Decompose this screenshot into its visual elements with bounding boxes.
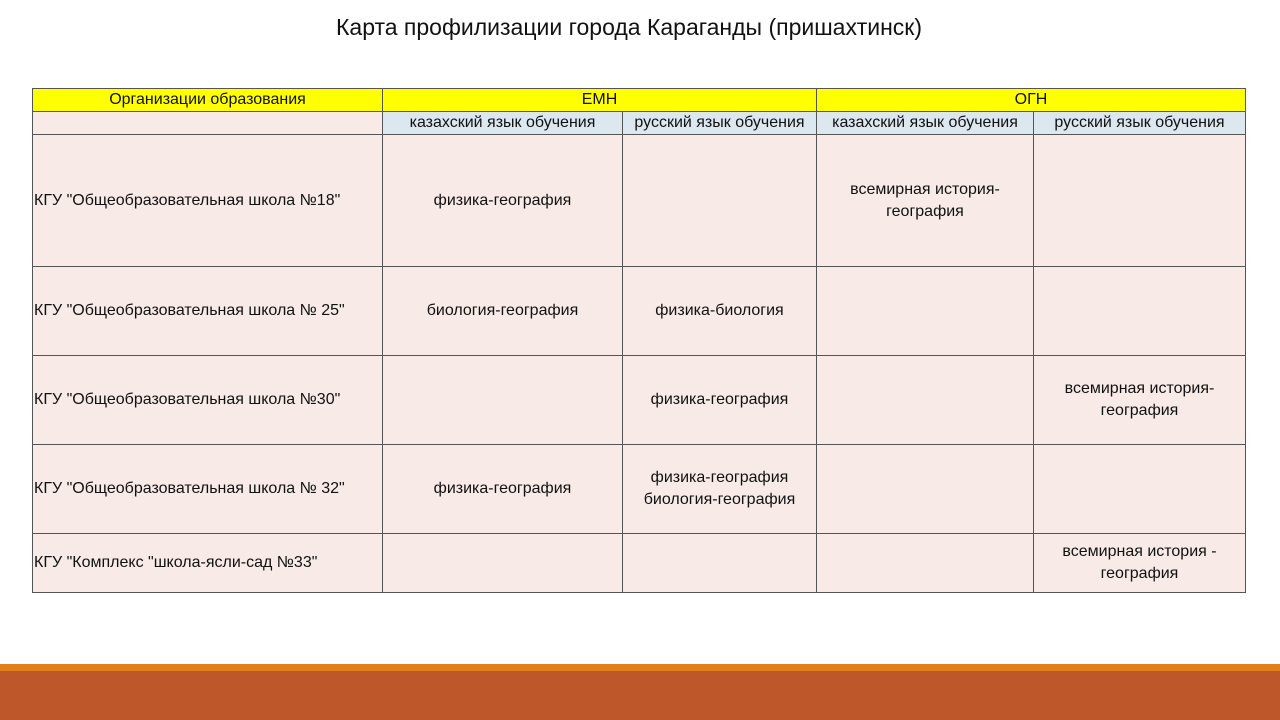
header-emn-kazakh: казахский язык обучения xyxy=(383,112,623,135)
profile-text: география xyxy=(886,202,964,220)
emn-russian-cell xyxy=(623,135,817,267)
emn-russian-cell xyxy=(623,534,817,593)
table-row xyxy=(33,445,1246,534)
profile-text: всемирная история - xyxy=(1062,543,1217,560)
header-blank-cell xyxy=(33,112,383,135)
emn-kazakh-cell xyxy=(383,135,623,267)
profile-text: физика-география xyxy=(650,391,789,408)
table-row xyxy=(33,135,1246,267)
ogn-russian-cell xyxy=(1034,356,1246,445)
profile-text: всемирная история- xyxy=(1064,380,1215,397)
emn-russian-cell xyxy=(623,356,817,445)
ogn-kazakh-cell xyxy=(817,445,1034,534)
ogn-russian-cell xyxy=(1034,135,1246,267)
profile-text: физика-биология xyxy=(655,302,784,319)
table-row xyxy=(33,534,1246,593)
ogn-kazakh-cell xyxy=(817,534,1034,593)
profile-text: география xyxy=(1100,565,1179,582)
header-row-main xyxy=(33,89,1246,112)
header-emn-russian: русский язык обучения xyxy=(623,112,817,135)
footer-accent-stripe xyxy=(0,664,1280,671)
header-ogn-kazakh: казахский язык обучения xyxy=(817,112,1034,135)
table-row xyxy=(33,356,1246,445)
school-name: КГУ "Общеобразовательная школа № 32" xyxy=(33,445,383,534)
emn-kazakh-cell xyxy=(383,267,623,356)
profile-text: география xyxy=(1100,402,1179,419)
emn-russian-cell xyxy=(623,267,817,356)
emn-kazakh-cell xyxy=(383,356,623,445)
ogn-russian-cell xyxy=(1034,534,1246,593)
ogn-russian-cell xyxy=(1034,267,1246,356)
ogn-russian-cell xyxy=(1034,445,1246,534)
profile-text: всемирная история- xyxy=(850,180,1000,198)
school-name: КГУ "Общеобразовательная школа №30" xyxy=(33,356,383,445)
header-ogn: ОГН xyxy=(817,89,1246,112)
header-organizations: Организации образования xyxy=(33,89,383,112)
school-name: КГУ "Комплекс "школа-ясли-сад №33" xyxy=(33,534,383,593)
profiling-table xyxy=(32,88,1246,593)
school-name: КГУ "Общеобразовательная школа №18" xyxy=(33,135,383,267)
ogn-kazakh-cell xyxy=(817,267,1034,356)
profile-text: биология-география xyxy=(426,302,579,319)
emn-kazakh-cell xyxy=(383,534,623,593)
profile-text: физика-география xyxy=(650,469,789,486)
profile-text: физика-география xyxy=(433,480,572,497)
header-row-language xyxy=(33,112,1246,135)
ogn-kazakh-cell xyxy=(817,135,1034,267)
emn-russian-cell xyxy=(623,445,817,534)
header-emn: ЕМН xyxy=(383,89,817,112)
table-row xyxy=(33,267,1246,356)
header-ogn-russian: русский язык обучения xyxy=(1034,112,1246,135)
emn-kazakh-cell xyxy=(383,445,623,534)
ogn-kazakh-cell xyxy=(817,356,1034,445)
page-title: Карта профилизации города Караганды (пришахтинск) xyxy=(336,14,922,40)
profile-text: физика-география xyxy=(433,191,572,209)
profile-text: биология-география xyxy=(643,491,796,508)
school-name: КГУ "Общеобразовательная школа № 25" xyxy=(33,267,383,356)
footer-bar xyxy=(0,671,1280,720)
